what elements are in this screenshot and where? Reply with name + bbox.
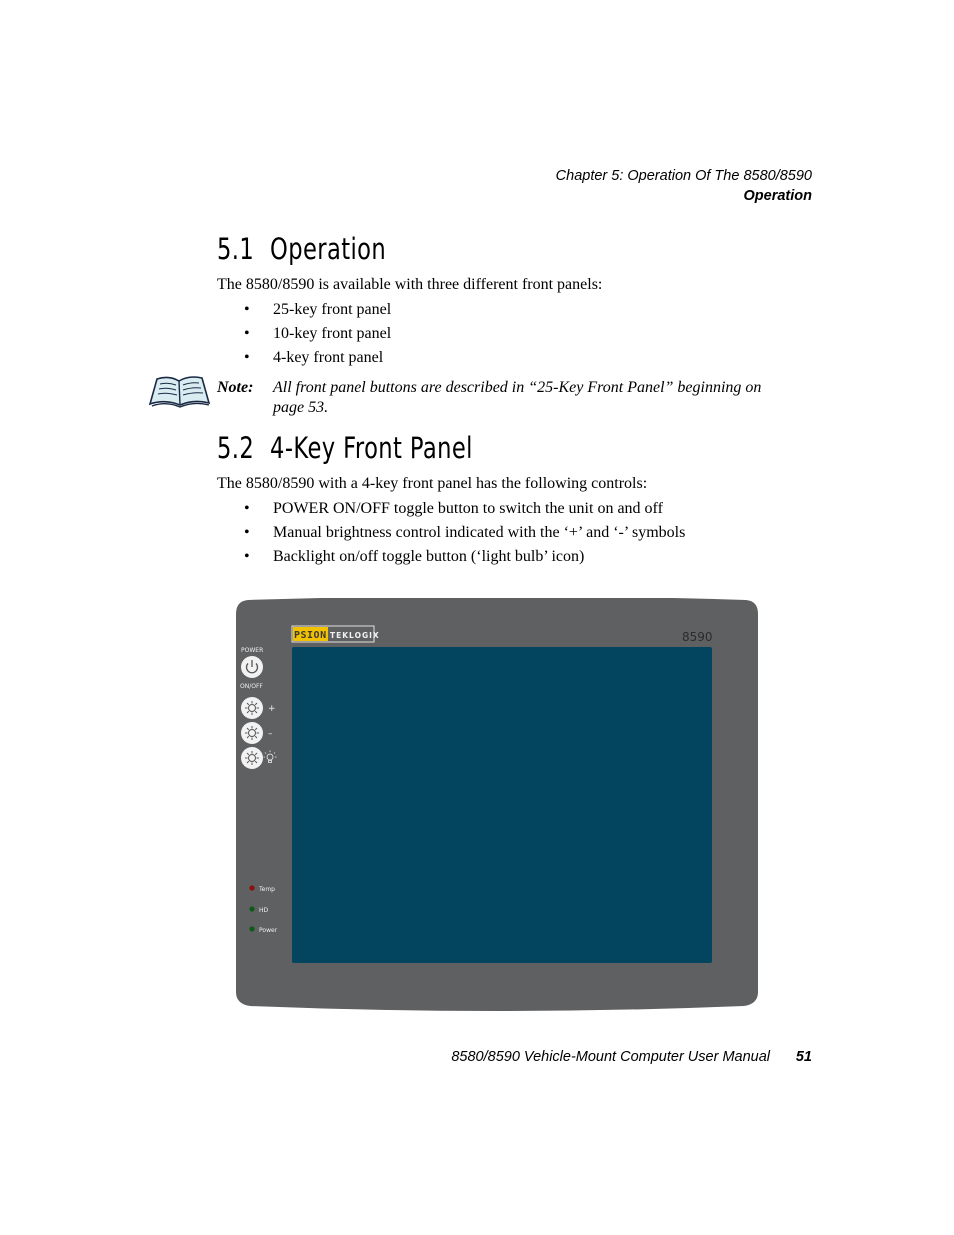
section-number: 5.1 [217, 232, 255, 266]
led-power [249, 926, 254, 931]
brightness-up-button[interactable] [241, 697, 263, 719]
controls-list [244, 499, 685, 570]
note-text: All front panel buttons are described in “25-Key Front Panel” beginning on page 53. [273, 379, 762, 416]
led-label: Temp [259, 886, 275, 893]
note-label: Note: [217, 379, 254, 396]
brightness-down-button[interactable] [241, 722, 263, 744]
list-item: • 25-key front panel [244, 300, 391, 324]
model-label: 8590 [682, 630, 713, 644]
on-off-label: ON/OFF [240, 683, 263, 690]
power-label: POWER [241, 647, 264, 654]
running-head-section: Operation [743, 188, 812, 204]
brand-teklogix: TEKLOGIX [330, 631, 380, 640]
section-number: 5.2 [217, 431, 255, 465]
power-button[interactable] [241, 656, 263, 678]
page-number: 51 [795, 1049, 812, 1065]
minus-label: – [268, 729, 273, 739]
running-head-chapter: Chapter 5: Operation Of The 8580/8590 [555, 168, 812, 184]
list-item: • POWER ON/OFF toggle button to switch the unit on and off [244, 499, 685, 523]
list-item: • Manual brightness control indicated with the ‘+’ and ‘-’ symbols [244, 523, 685, 547]
list-item: • 4-key front panel [244, 348, 391, 372]
front-panel-list [244, 300, 391, 371]
backlight-toggle-button[interactable] [241, 747, 263, 769]
brand-psion: PSION [294, 630, 327, 641]
section-heading-4-key-front-panel [217, 431, 473, 465]
section-title: Operation [270, 232, 387, 266]
plus-label: + [268, 704, 276, 714]
footer-manual-title: 8580/8590 Vehicle-Mount Computer User Manual [451, 1049, 770, 1065]
section-title: 4-Key Front Panel [270, 431, 473, 465]
led-label: HD [259, 907, 269, 914]
running-head [556, 166, 812, 206]
section-heading-operation [217, 232, 386, 266]
list-item: • 10-key front panel [244, 324, 391, 348]
section-1-intro: The 8580/8590 is available with three different front panels: [217, 276, 603, 293]
device-front-panel-illustration [234, 598, 760, 1014]
section-2-intro: The 8580/8590 with a 4-key front panel has the following controls: [217, 475, 648, 492]
led-hd [249, 906, 254, 911]
led-label: Power [259, 927, 278, 934]
led-temp [249, 885, 254, 890]
device-screen [292, 647, 712, 963]
open-book-icon [147, 374, 211, 408]
list-item: • Backlight on/off toggle button (‘light bulb’ icon) [244, 547, 685, 571]
